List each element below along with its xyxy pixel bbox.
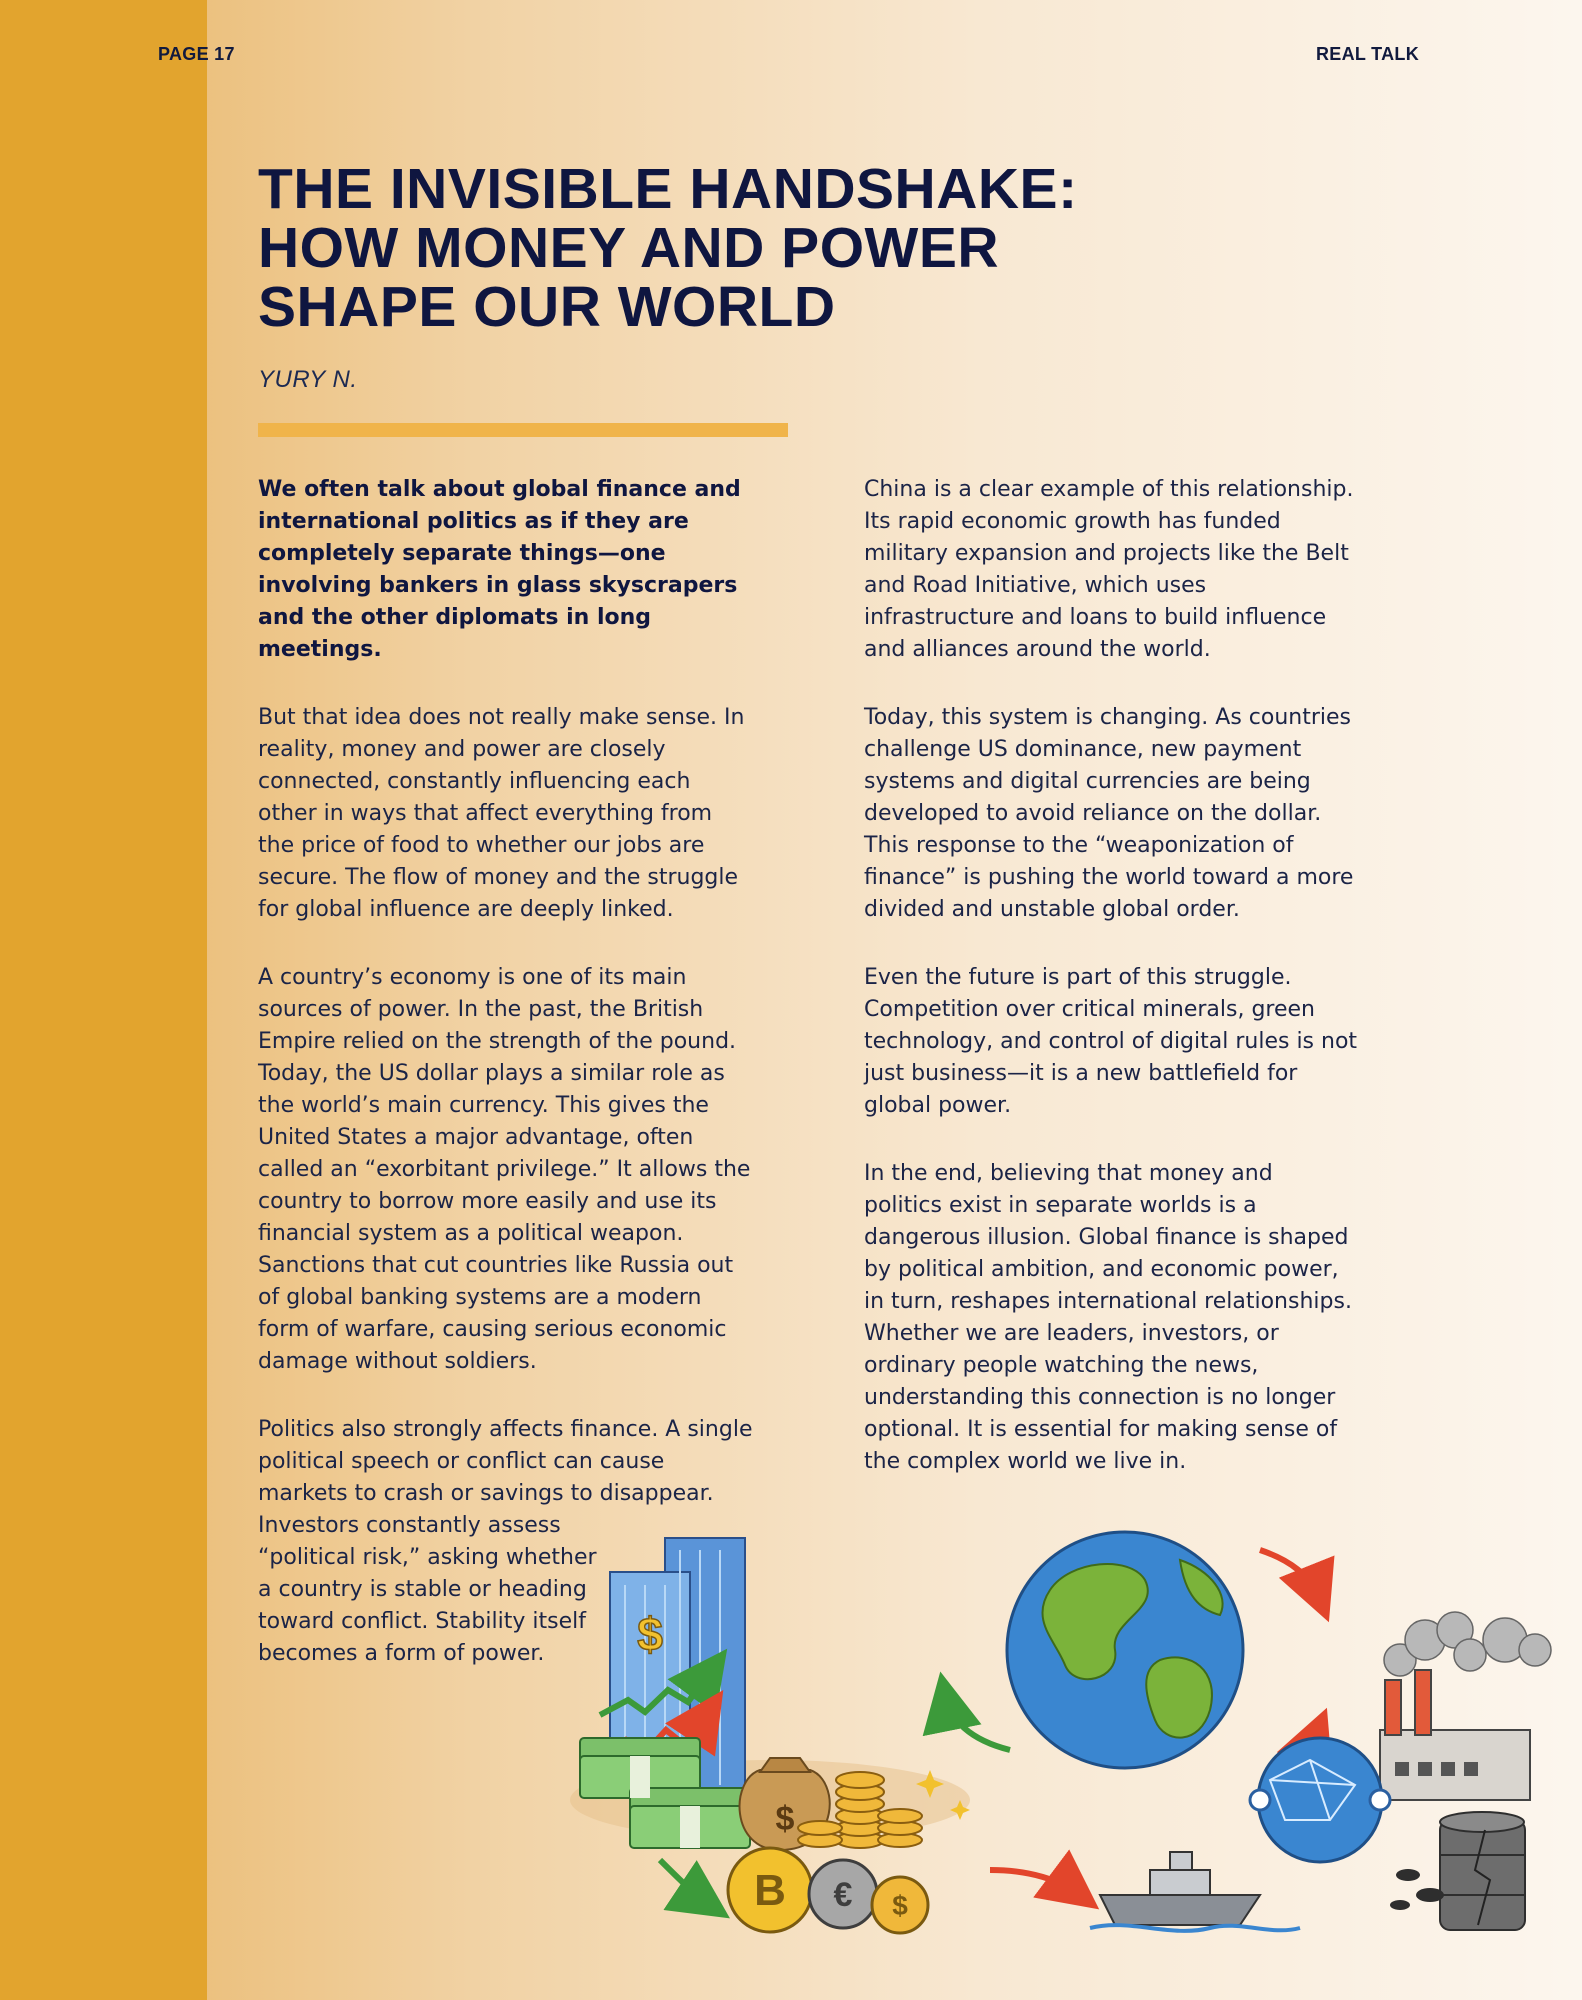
text-line: the complex world we live in. [864, 1449, 1187, 1474]
text-line: global power. [864, 1093, 1012, 1118]
text-line: A country’s economy is one of its main [258, 965, 687, 990]
cargo-ship-icon [1090, 1852, 1300, 1931]
text-line: military expansion and projects like the Belt [864, 541, 1349, 566]
title-line: THE INVISIBLE HANDSHAKE: [258, 157, 1078, 221]
page-number: PAGE 17 [158, 44, 235, 64]
text-line: just business—it is a new battlefield for [864, 1061, 1298, 1086]
text-line: financial system as a political weapon. [258, 1221, 684, 1246]
bitcoin-icon [728, 1848, 812, 1932]
text-line: ordinary people watching the news, [864, 1353, 1259, 1378]
text-line: and the other diplomats in long [258, 605, 652, 630]
euro-coin-icon [809, 1860, 877, 1928]
article-title [258, 157, 1258, 339]
text-line: in turn, reshapes international relationships. [864, 1289, 1352, 1314]
text-line: sources of power. In the past, the British [258, 997, 704, 1022]
text-line: understanding this connection is no longer [864, 1385, 1336, 1410]
title-line: HOW MONEY AND POWER [258, 216, 1000, 280]
text-line: dangerous illusion. Global finance is shaped [864, 1225, 1349, 1250]
text-line: This response to the “weaponization of [864, 833, 1294, 858]
cycle-arrow-icon [945, 1695, 1010, 1750]
text-line: international politics as if they are [258, 509, 689, 534]
text-line: Today, this system is changing. As countries [864, 705, 1352, 730]
text-line: meetings. [258, 637, 382, 662]
text-line: completely separate things—one [258, 541, 666, 566]
intro-paragraph [258, 474, 798, 666]
flow-arrow-icon [660, 1860, 710, 1905]
text-line: called an “exorbitant privilege.” It allows the [258, 1157, 751, 1182]
text-line: becomes a form of power. [258, 1641, 545, 1666]
text-line: systems and digital currencies are being [864, 769, 1311, 794]
dollar-sign: $ [637, 1608, 663, 1660]
text-line: optional. It is essential for making sense of [864, 1417, 1338, 1442]
text-line: Empire relied on the strength of the pound. [258, 1029, 737, 1054]
text-line: of global banking systems are a modern [258, 1285, 702, 1310]
text-line: finance” is pushing the world toward a more [864, 865, 1354, 890]
text-line: political speech or conflict can cause [258, 1449, 665, 1474]
text-line: Even the future is part of this struggle. [864, 965, 1292, 990]
text-line: secure. The flow of money and the struggle [258, 865, 739, 890]
text-line: politics exist in separate worlds is a [864, 1193, 1257, 1218]
text-line: the world’s main currency. This gives the [258, 1093, 709, 1118]
title-divider [258, 423, 788, 437]
text-line: and Road Initiative, which uses [864, 573, 1207, 598]
text-line: by political ambition, and economic power, [864, 1257, 1339, 1282]
text-line: Whether we are leaders, investors, or [864, 1321, 1279, 1346]
dollar-sign: $ [892, 1890, 908, 1921]
text-line: divided and unstable global order. [864, 897, 1240, 922]
cycle-arrow-icon [1260, 1550, 1320, 1600]
text-line: developed to avoid reliance on the dollar. [864, 801, 1322, 826]
body-paragraph [864, 702, 1424, 926]
text-line: But that idea does not really make sense. In [258, 705, 745, 730]
body-paragraph [864, 474, 1424, 666]
text-line: Its rapid economic growth has funded [864, 509, 1281, 534]
text-line: Sanctions that cut countries like Russia out [258, 1253, 734, 1278]
text-line: for global influence are deeply linked. [258, 897, 674, 922]
text-line: United States a major advantage, often [258, 1125, 694, 1150]
sidebar-color-band [0, 0, 207, 2000]
bitcoin-symbol: B [754, 1866, 786, 1915]
text-line: toward conflict. Stability itself [258, 1609, 586, 1634]
dollar-sign: $ [775, 1800, 795, 1838]
text-line: challenge US dominance, new payment [864, 737, 1302, 762]
text-line: We often talk about global finance and [258, 477, 741, 502]
body-paragraph [864, 1158, 1424, 1478]
factory-icon [1380, 1612, 1551, 1800]
dollar-coin-icon [872, 1877, 928, 1933]
text-line: the price of food to whether our jobs are [258, 833, 705, 858]
body-paragraph [258, 702, 798, 926]
text-line: In the end, believing that money and [864, 1161, 1273, 1186]
text-line: Today, the US dollar plays a similar role as [258, 1061, 725, 1086]
text-line: damage without soldiers. [258, 1349, 537, 1374]
text-line: China is a clear example of this relationship. [864, 477, 1354, 502]
text-line: a country is stable or heading [258, 1577, 587, 1602]
body-paragraph [864, 962, 1424, 1122]
euro-symbol: € [833, 1876, 853, 1914]
network-globe-icon [1250, 1738, 1390, 1862]
text-line: connected, constantly influencing each [258, 769, 691, 794]
text-line: Politics also strongly affects finance. A single [258, 1417, 753, 1442]
title-line: SHAPE OUR WORLD [258, 275, 836, 339]
text-line: and alliances around the world. [864, 637, 1211, 662]
oil-barrel-icon [1440, 1812, 1525, 1930]
text-line: reality, money and power are closely [258, 737, 666, 762]
text-line: technology, and control of digital rules is not [864, 1029, 1358, 1054]
oil-spill-icon [1390, 1869, 1444, 1910]
text-line: infrastructure and loans to build influence [864, 605, 1327, 630]
text-line: Competition over critical minerals, green [864, 997, 1315, 1022]
text-line: markets to crash or savings to disappear. [258, 1481, 714, 1506]
right-column [864, 474, 1424, 1514]
text-line: form of warfare, causing serious economic [258, 1317, 727, 1342]
text-line: country to borrow more easily and use its [258, 1189, 717, 1214]
text-line: “political risk,” asking whether [258, 1545, 597, 1570]
body-paragraph [258, 962, 798, 1378]
section-label: REAL TALK [1316, 44, 1420, 64]
finance-illustration [570, 1500, 1570, 1940]
text-line: involving bankers in glass skyscrapers [258, 573, 738, 598]
author-byline: YURY N. [258, 366, 358, 393]
text-line: other in ways that affect everything from [258, 801, 713, 826]
globe-icon [1007, 1532, 1243, 1768]
trade-arrow-icon [990, 1870, 1080, 1895]
text-line: Investors constantly assess [258, 1513, 561, 1538]
